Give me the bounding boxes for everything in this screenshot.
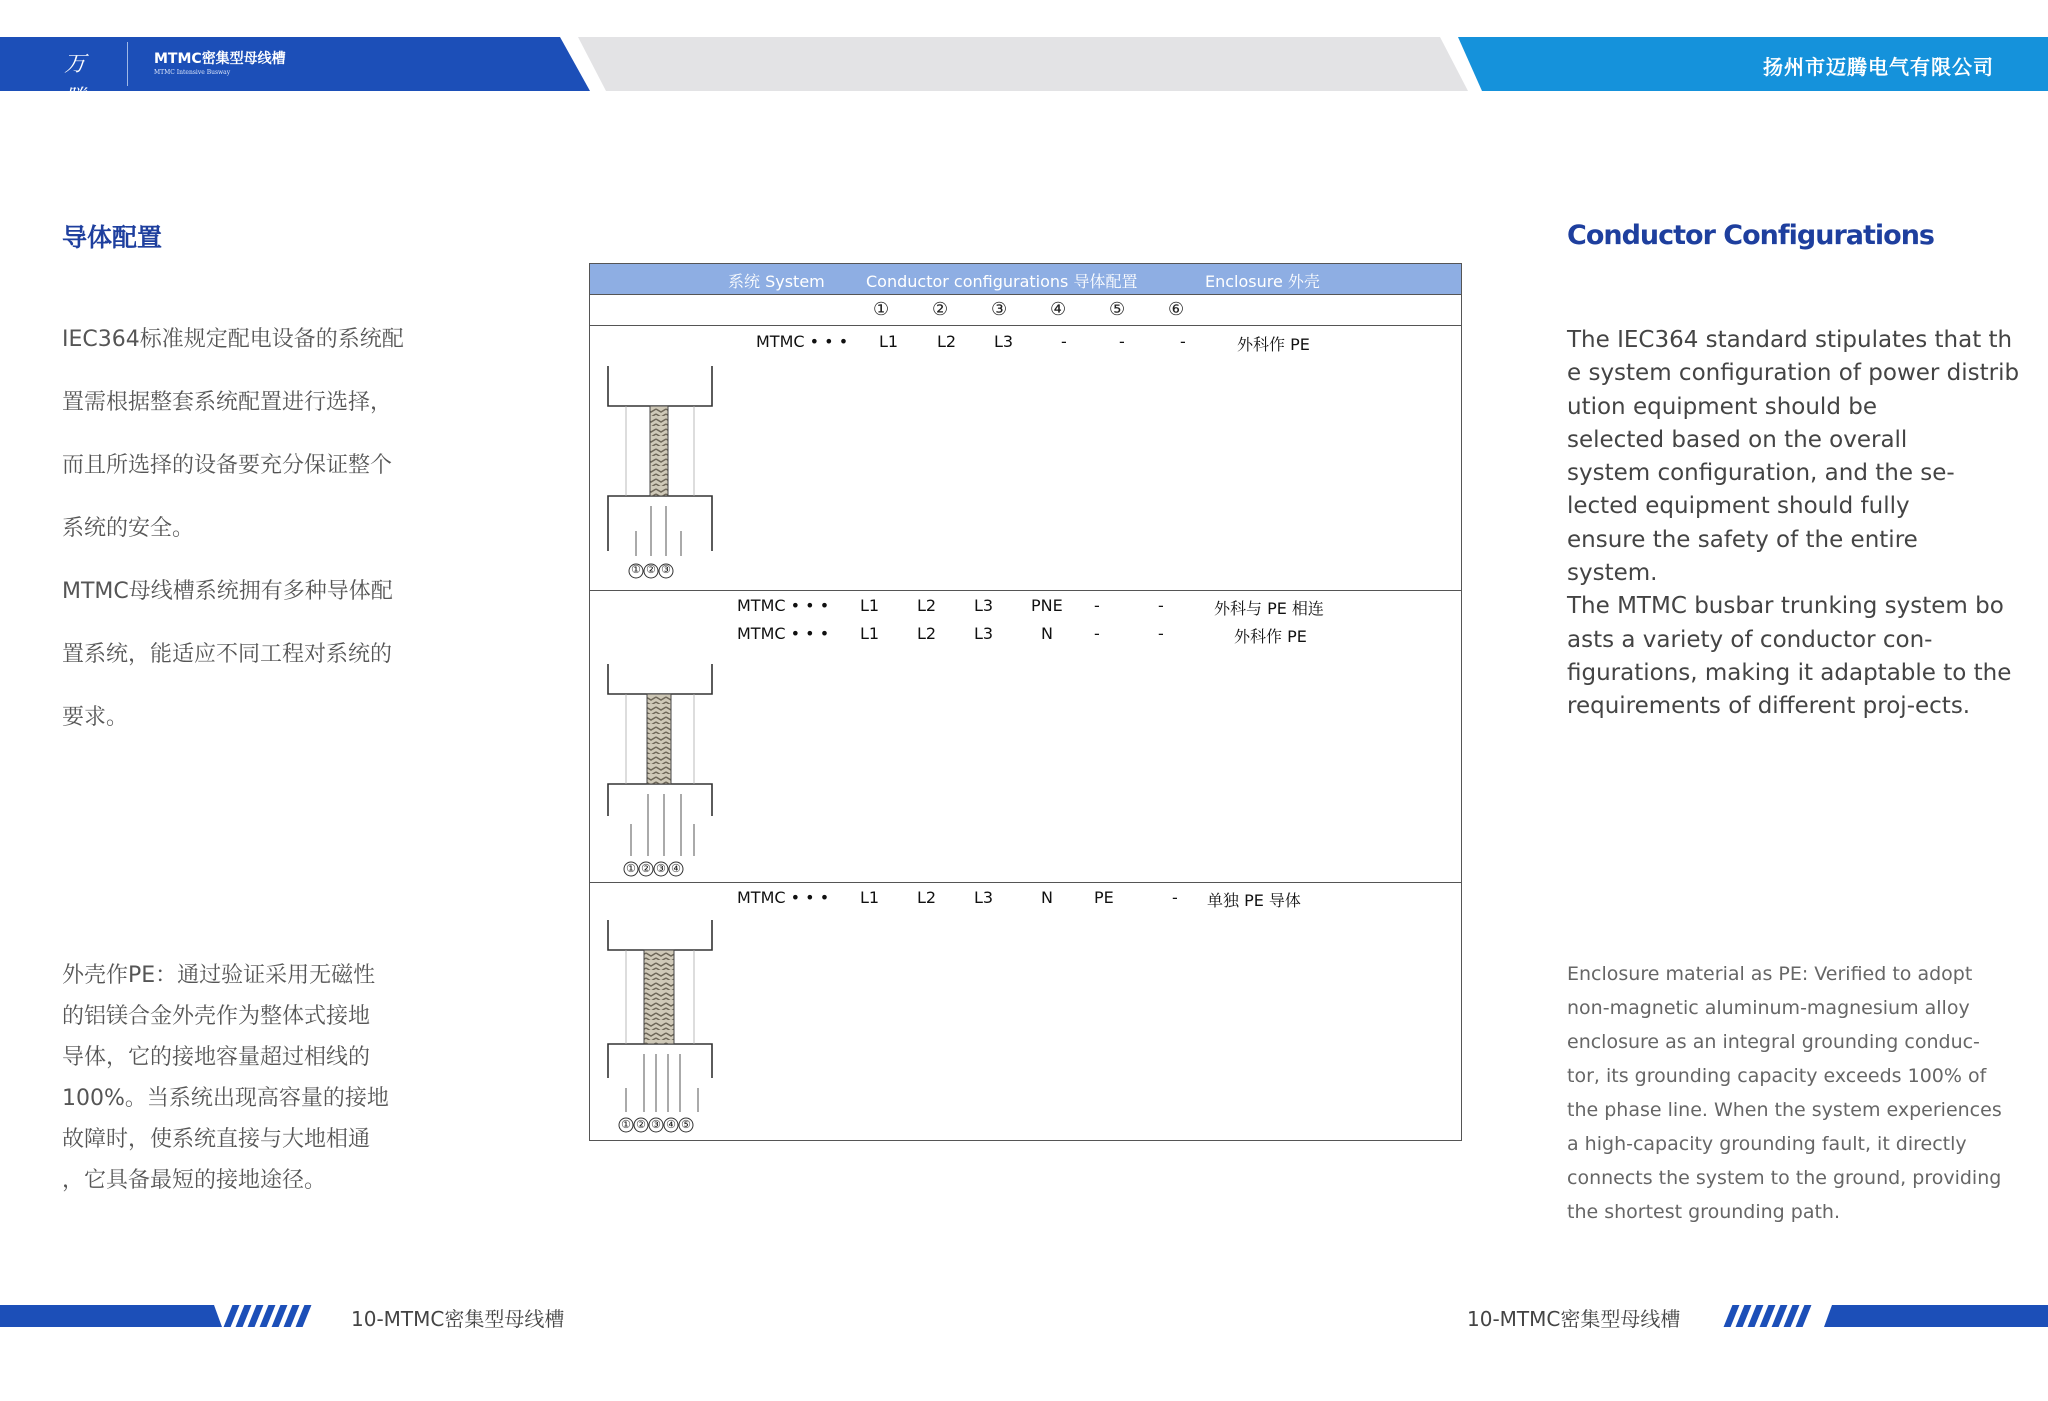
text-line: The IEC364 standard stipulates that th [1567, 327, 2013, 353]
footer-stripes-left [228, 1305, 307, 1327]
cell-system: MTMC • • • [737, 888, 830, 907]
cell-c6: - [1158, 624, 1164, 643]
text-line: enclosure as an integral grounding conduc- [1567, 1031, 1980, 1053]
table-header [590, 264, 1461, 295]
text-line: ，它具备最短的接地途径。 [62, 1168, 327, 1193]
diagram-label: ⑤ [681, 1118, 691, 1131]
diagram-label: ④ [666, 1118, 676, 1131]
diagram-label: ② [641, 862, 651, 875]
footer-bar-left [0, 1305, 222, 1327]
footer-bar-right [1824, 1305, 2048, 1327]
text-line: non-magnetic aluminum-magnesium alloy [1567, 997, 1970, 1019]
conductor-number: ⑥ [1168, 299, 1185, 320]
conductor-number: ③ [991, 299, 1008, 320]
text-line: 外壳作PE：通过验证采用无磁性 [62, 963, 376, 988]
company-logo: 万腾 [64, 52, 87, 111]
footer-stripes-right [1728, 1305, 1807, 1327]
cell-c5: - [1094, 596, 1100, 615]
cell-c4: - [1061, 332, 1067, 351]
cell-c2: L2 [937, 332, 957, 351]
cell-c2: L2 [917, 624, 937, 643]
cell-c4: PNE [1031, 596, 1063, 615]
footer-page-label-right: 10-MTMC密集型母线槽 [1467, 1307, 1681, 1331]
text-line: figurations, making it adaptable to the [1567, 659, 2012, 686]
table-section-5-wire [590, 882, 1461, 1140]
text-line: ution equipment should be [1567, 393, 1877, 420]
text-line: the shortest grounding path. [1567, 1201, 1841, 1223]
text-line: requirements of different proj-ects. [1567, 693, 1971, 720]
diagram-label: ① [621, 1118, 631, 1131]
cell-c6: - [1158, 596, 1164, 615]
cell-c1: L1 [860, 596, 880, 615]
text-line: 100%。当系统出现高容量的接地 [62, 1086, 389, 1111]
header-system: 系统 System [728, 272, 825, 291]
header-enclosure: Enclosure 外壳 [1205, 272, 1320, 291]
text-line: selected based on the overall [1567, 426, 1908, 453]
cell-c1: L1 [860, 624, 880, 643]
busbar-diagram-5-wire [606, 920, 716, 1135]
text-line: 系统的安全。 [62, 516, 195, 541]
text-line: 置需根据整套系统配置进行选择， [62, 390, 393, 415]
cell-c2: L2 [917, 596, 937, 615]
cell-c3: L3 [974, 596, 994, 615]
diagram-label: ③ [661, 563, 671, 576]
cell-c1: L1 [879, 332, 899, 351]
text-line: lected equipment should fully [1567, 493, 1910, 520]
intro-paragraph-cn [62, 318, 462, 759]
diagram-label: ② [646, 563, 656, 576]
text-line: 而且所选择的设备要充分保证整个 [62, 453, 393, 478]
text-line: 故障时，使系统直接与大地相通 [62, 1127, 371, 1152]
conductor-number: ⑤ [1109, 299, 1126, 320]
enclosure-paragraph-cn [62, 956, 442, 1202]
cell-c1: L1 [860, 888, 880, 907]
cell-c6: - [1180, 332, 1186, 351]
header-subtitle: MTMC Intensive Busway [154, 69, 231, 76]
header-title: MTMC密集型母线槽 [154, 51, 286, 67]
cell-c5: PE [1094, 888, 1114, 907]
section-title-en: Conductor Configurations [1567, 220, 1934, 251]
busbar-diagram-4-wire [606, 664, 716, 879]
cell-system: MTMC • • • [756, 332, 849, 351]
cell-c3: L3 [974, 624, 994, 643]
table-section-4-wire [590, 590, 1461, 883]
section-title-cn: 导体配置 [62, 223, 163, 252]
enclosure-paragraph-en [1567, 957, 2007, 1229]
cell-enclosure: 外科与 PE 相连 [1214, 599, 1324, 618]
text-line: system. [1567, 560, 1658, 587]
busbar-diagram-3-wire [606, 366, 716, 581]
diagram-label: ① [626, 862, 636, 875]
text-line: 导体，它的接地容量超过相线的 [62, 1045, 371, 1070]
cell-c5: - [1119, 332, 1125, 351]
cell-c4: N [1041, 888, 1053, 907]
diagram-label: ③ [651, 1118, 661, 1131]
cell-enclosure: 外科作 PE [1234, 627, 1307, 646]
conductor-config-table [589, 263, 1462, 1141]
text-line: Enclosure material as PE: Verified to adopt [1567, 963, 1973, 985]
diagram-label: ① [631, 563, 641, 576]
footer-page-label-left: 10-MTMC密集型母线槽 [351, 1307, 565, 1331]
conductor-number: ① [873, 299, 890, 320]
text-line: 的铝镁合金外壳作为整体式接地 [62, 1004, 371, 1029]
cell-c6: - [1172, 888, 1178, 907]
cell-c2: L2 [917, 888, 937, 907]
cell-c4: N [1041, 624, 1053, 643]
text-line: a high-capacity grounding fault, it directly [1567, 1133, 1967, 1155]
cell-system: MTMC • • • [737, 624, 830, 643]
text-line: The MTMC busbar trunking system bo [1567, 593, 2004, 620]
text-line: ensure the safety of the entire [1567, 526, 1918, 553]
cell-c5: - [1094, 624, 1100, 643]
diagram-label: ④ [671, 862, 681, 875]
text-line: IEC364标准规定配电设备的系统配 [62, 327, 404, 352]
text-line: 置系统，能适应不同工程对系统的 [62, 642, 393, 667]
cell-enclosure: 外科作 PE [1237, 335, 1310, 354]
table-section-3-wire [590, 326, 1461, 591]
diagram-label: ③ [656, 862, 666, 875]
company-name: 扬州市迈腾电气有限公司 [1763, 55, 1994, 79]
text-line: asts a variety of conductor con- [1567, 626, 1933, 653]
conductor-number: ④ [1050, 299, 1067, 320]
text-line: MTMC母线槽系统拥有多种导体配 [62, 579, 393, 604]
diagram-label: ② [636, 1118, 646, 1131]
cell-enclosure: 单独 PE 导体 [1207, 891, 1301, 910]
text-line: connects the system to the ground, providing [1567, 1167, 2002, 1189]
text-line: system configuration, and the se- [1567, 460, 1955, 487]
text-line: 要求。 [62, 705, 129, 730]
header-divider [127, 42, 128, 86]
cell-c3: L3 [974, 888, 994, 907]
cell-c3: L3 [994, 332, 1014, 351]
header-config: Conductor configurations 导体配置 [866, 272, 1138, 291]
cell-system: MTMC • • • [737, 596, 830, 615]
conductor-number-row [590, 295, 1461, 326]
conductor-number: ② [932, 299, 949, 320]
intro-paragraph-en [1567, 323, 2020, 723]
header-band-middle [578, 37, 1468, 91]
text-line: tor, its grounding capacity exceeds 100% of [1567, 1065, 1987, 1087]
text-line: the phase line. When the system experiences [1567, 1099, 2002, 1121]
text-line: e system configuration of power distrib [1567, 360, 2020, 387]
